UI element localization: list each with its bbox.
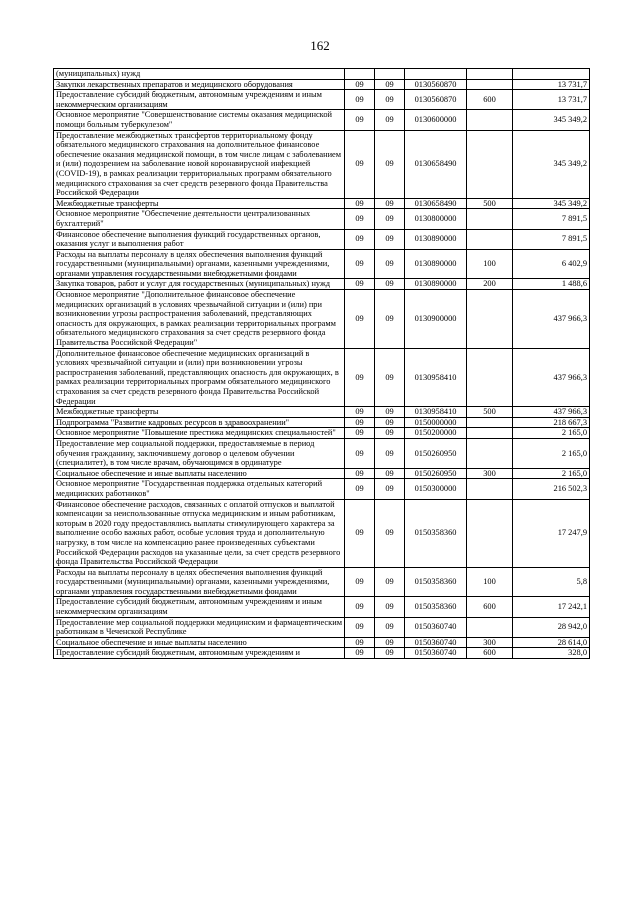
section-code: 09: [345, 110, 375, 130]
table-row: [54, 130, 590, 198]
subsection-code: 09: [375, 617, 405, 637]
table-row: [54, 348, 590, 407]
amount: 7 891,5: [513, 209, 590, 229]
amount: 437 966,3: [513, 348, 590, 407]
target-article-code: 0150360740: [405, 648, 467, 659]
section-code: 09: [345, 130, 375, 198]
section-code: [345, 69, 375, 80]
target-article-code: 0150000000: [405, 417, 467, 428]
section-code: 09: [345, 229, 375, 249]
table-row: [54, 428, 590, 439]
section-code: 09: [345, 567, 375, 597]
target-article-code: [405, 69, 467, 80]
expense-type-code: [467, 290, 513, 349]
amount: 437 966,3: [513, 290, 590, 349]
expense-type-code: [467, 438, 513, 468]
expense-type-code: [467, 348, 513, 407]
expense-type-code: [467, 428, 513, 439]
row-name: Межбюджетные трансферты: [54, 407, 345, 418]
target-article-code: 0130890000: [405, 249, 467, 279]
amount: 437 966,3: [513, 407, 590, 418]
expense-type-code: 200: [467, 279, 513, 290]
row-name: Предоставление субсидий бюджетным, автономным учреждениям и: [54, 648, 345, 659]
table-row: [54, 69, 590, 80]
expense-type-code: 100: [467, 567, 513, 597]
amount: 2 165,0: [513, 468, 590, 479]
target-article-code: 0150260950: [405, 468, 467, 479]
subsection-code: 09: [375, 468, 405, 479]
expense-type-code: 100: [467, 249, 513, 279]
section-code: 09: [345, 648, 375, 659]
amount: 13 731,7: [513, 90, 590, 110]
amount: 2 165,0: [513, 428, 590, 439]
amount: 5,8: [513, 567, 590, 597]
section-code: 09: [345, 637, 375, 648]
row-name: Расходы на выплаты персоналу в целях обеспечения выполнения функций государственными (муниципальными) органами, казенными учреждениями, органами управления государственными внебюджетными фондами: [54, 567, 345, 597]
table-row: [54, 617, 590, 637]
expense-type-code: 600: [467, 597, 513, 617]
amount: 218 667,3: [513, 417, 590, 428]
row-name: Финансовое обеспечение выполнения функций государственных органов, оказания услуг и выполнения работ: [54, 229, 345, 249]
expense-type-code: [467, 79, 513, 90]
subsection-code: 09: [375, 499, 405, 567]
expense-type-code: 500: [467, 198, 513, 209]
table-row: [54, 417, 590, 428]
target-article-code: 0150360740: [405, 617, 467, 637]
subsection-code: 09: [375, 249, 405, 279]
expense-type-code: [467, 479, 513, 499]
target-article-code: 0130958410: [405, 407, 467, 418]
table-row: [54, 198, 590, 209]
target-article-code: 0130958410: [405, 348, 467, 407]
target-article-code: 0150358360: [405, 597, 467, 617]
row-name: Дополнительное финансовое обеспечение медицинских организаций в условиях чрезвычайной ситуации и (или) при возникновении угрозы распространения заболеваний, представляющих опасность для окружающих, в рамках реализации территориальных программ обязательного медицинского страхования за счет средств резервного фонда Правительства Российской Федерации: [54, 348, 345, 407]
expense-type-code: 500: [467, 407, 513, 418]
subsection-code: 09: [375, 229, 405, 249]
target-article-code: 0130890000: [405, 279, 467, 290]
subsection-code: 09: [375, 209, 405, 229]
table-row: [54, 279, 590, 290]
expense-type-code: [467, 209, 513, 229]
subsection-code: 09: [375, 348, 405, 407]
table-row: [54, 499, 590, 567]
amount: 17 242,1: [513, 597, 590, 617]
row-name: Основное мероприятие "Дополнительное финансовое обеспечение медицинских организаций в условиях чрезвычайной ситуации и (или) при возникновении угрозы распространения заболеваний, представляющих опасность для окружающих, в рамках реализации территориальных программ обязательного медицинского страхования за счет средств резервного фонда Правительства Российской Федерации": [54, 290, 345, 349]
expense-type-code: [467, 130, 513, 198]
amount: 28 942,0: [513, 617, 590, 637]
table-row: [54, 249, 590, 279]
table-row: [54, 110, 590, 130]
amount: 28 614,0: [513, 637, 590, 648]
table-row: [54, 407, 590, 418]
row-name: Основное мероприятие "Совершенствование системы оказания медицинской помощи больным туберкулезом": [54, 110, 345, 130]
row-name: Закупки лекарственных препаратов и медицинского оборудования: [54, 79, 345, 90]
subsection-code: 09: [375, 290, 405, 349]
section-code: 09: [345, 198, 375, 209]
expense-type-code: [467, 617, 513, 637]
expense-type-code: 300: [467, 637, 513, 648]
amount: 328,0: [513, 648, 590, 659]
table-row: [54, 597, 590, 617]
section-code: 09: [345, 90, 375, 110]
target-article-code: 0130600000: [405, 110, 467, 130]
amount: 2 165,0: [513, 438, 590, 468]
subsection-code: 09: [375, 637, 405, 648]
amount: 17 247,9: [513, 499, 590, 567]
row-name: Финансовое обеспечение расходов, связанных с оплатой отпусков и выплатой компенсации за неиспользованные отпуска медицинским и иным работникам, которым в 2020 году предоставлялись выплаты стимулирующего характера за выполнение особо важных работ, особые условия труда и дополнительную нагрузку, в том числе на компенсацию ранее произведенных субъектами Российской Федерации расходов на указанные цели, за счет средств резервного фонда Правительства Российской Федерации: [54, 499, 345, 567]
subsection-code: 09: [375, 428, 405, 439]
amount: [513, 69, 590, 80]
row-name: Социальное обеспечение и иные выплаты населению: [54, 637, 345, 648]
section-code: 09: [345, 407, 375, 418]
row-name: Основное мероприятие "Повышение престижа медицинских специальностей": [54, 428, 345, 439]
subsection-code: 09: [375, 417, 405, 428]
row-name: Предоставление мер социальной поддержки медицинским и фармацевтическим работникам в Чеченской Республике: [54, 617, 345, 637]
section-code: 09: [345, 348, 375, 407]
section-code: 09: [345, 499, 375, 567]
subsection-code: 09: [375, 648, 405, 659]
table-row: [54, 229, 590, 249]
amount: 345 349,2: [513, 110, 590, 130]
section-code: 09: [345, 438, 375, 468]
section-code: 09: [345, 79, 375, 90]
row-name: Предоставление мер социальной поддержки, предоставляемые в период обучения гражданину, заключившему договор о целевом обучении (специалитет), в том числе врачам, обучающимся в ординатуре: [54, 438, 345, 468]
row-name: Предоставление субсидий бюджетным, автономным учреждениям и иным некоммерческим организациям: [54, 597, 345, 617]
expense-type-code: 600: [467, 90, 513, 110]
page-number: 162: [310, 38, 330, 53]
target-article-code: 0130658490: [405, 130, 467, 198]
subsection-code: 09: [375, 479, 405, 499]
row-name: Закупка товаров, работ и услуг для государственных (муниципальных) нужд: [54, 279, 345, 290]
section-code: 09: [345, 209, 375, 229]
subsection-code: [375, 69, 405, 80]
target-article-code: 0130900000: [405, 290, 467, 349]
subsection-code: 09: [375, 597, 405, 617]
target-article-code: 0150358360: [405, 499, 467, 567]
expense-type-code: [467, 499, 513, 567]
expense-type-code: 300: [467, 468, 513, 479]
target-article-code: 0130658490: [405, 198, 467, 209]
expense-type-code: [467, 69, 513, 80]
row-name: Расходы на выплаты персоналу в целях обеспечения выполнения функций государственными (муниципальными) органами, казенными учреждениями, органами управления государственными внебюджетными фондами: [54, 249, 345, 279]
amount: 345 349,2: [513, 130, 590, 198]
table-row: [54, 637, 590, 648]
expense-type-code: 600: [467, 648, 513, 659]
subsection-code: 09: [375, 198, 405, 209]
amount: 345 349,2: [513, 198, 590, 209]
row-name: Межбюджетные трансферты: [54, 198, 345, 209]
row-name: Основное мероприятие "Государственная поддержка отдельных категорий медицинских работников": [54, 479, 345, 499]
table-row: [54, 79, 590, 90]
table-row: [54, 290, 590, 349]
budget-table: [53, 68, 590, 659]
subsection-code: 09: [375, 567, 405, 597]
target-article-code: 0130890000: [405, 229, 467, 249]
section-code: 09: [345, 417, 375, 428]
section-code: 09: [345, 249, 375, 279]
row-name: Социальное обеспечение и иные выплаты населению: [54, 468, 345, 479]
table-row: [54, 468, 590, 479]
table-row: [54, 648, 590, 659]
section-code: 09: [345, 290, 375, 349]
expense-type-code: [467, 110, 513, 130]
target-article-code: 0130560870: [405, 90, 467, 110]
amount: 1 488,6: [513, 279, 590, 290]
amount: 13 731,7: [513, 79, 590, 90]
amount: 216 502,3: [513, 479, 590, 499]
row-name: Подпрограмма "Развитие кадровых ресурсов в здравоохранении": [54, 417, 345, 428]
target-article-code: 0130560870: [405, 79, 467, 90]
target-article-code: 0150358360: [405, 567, 467, 597]
target-article-code: 0150260950: [405, 438, 467, 468]
table-row: [54, 90, 590, 110]
table-row: [54, 209, 590, 229]
section-code: 09: [345, 279, 375, 290]
expense-type-code: [467, 229, 513, 249]
subsection-code: 09: [375, 90, 405, 110]
budget-table-body: [54, 69, 590, 659]
amount: 7 891,5: [513, 229, 590, 249]
target-article-code: 0150360740: [405, 637, 467, 648]
subsection-code: 09: [375, 407, 405, 418]
row-name: Основное мероприятие "Обеспечение деятельности централизованных бухгалтерий": [54, 209, 345, 229]
row-name: Предоставление субсидий бюджетным, автономным учреждениям и иным некоммерческим организациям: [54, 90, 345, 110]
subsection-code: 09: [375, 79, 405, 90]
subsection-code: 09: [375, 438, 405, 468]
section-code: 09: [345, 479, 375, 499]
subsection-code: 09: [375, 279, 405, 290]
section-code: 09: [345, 617, 375, 637]
section-code: 09: [345, 468, 375, 479]
expense-type-code: [467, 417, 513, 428]
target-article-code: 0150300000: [405, 479, 467, 499]
target-article-code: 0130800000: [405, 209, 467, 229]
table-row: [54, 479, 590, 499]
row-name: (муниципальных) нужд: [54, 69, 345, 80]
subsection-code: 09: [375, 130, 405, 198]
section-code: 09: [345, 428, 375, 439]
table-row: [54, 567, 590, 597]
subsection-code: 09: [375, 110, 405, 130]
table-row: [54, 438, 590, 468]
amount: 6 402,9: [513, 249, 590, 279]
target-article-code: 0150200000: [405, 428, 467, 439]
section-code: 09: [345, 597, 375, 617]
row-name: Предоставление межбюджетных трансфертов территориальному фонду обязательного медицинского страхования на дополнительное финансовое обеспечение оказания медицинской помощи, в том числе лицам с заболеванием и (или) подозрением на заболевание новой коронавирусной инфекцией (COVID-19), в рамках реализации территориальных программ обязательного медицинского страхования за счет средств резервного фонда Правительства Российской Федерации: [54, 130, 345, 198]
